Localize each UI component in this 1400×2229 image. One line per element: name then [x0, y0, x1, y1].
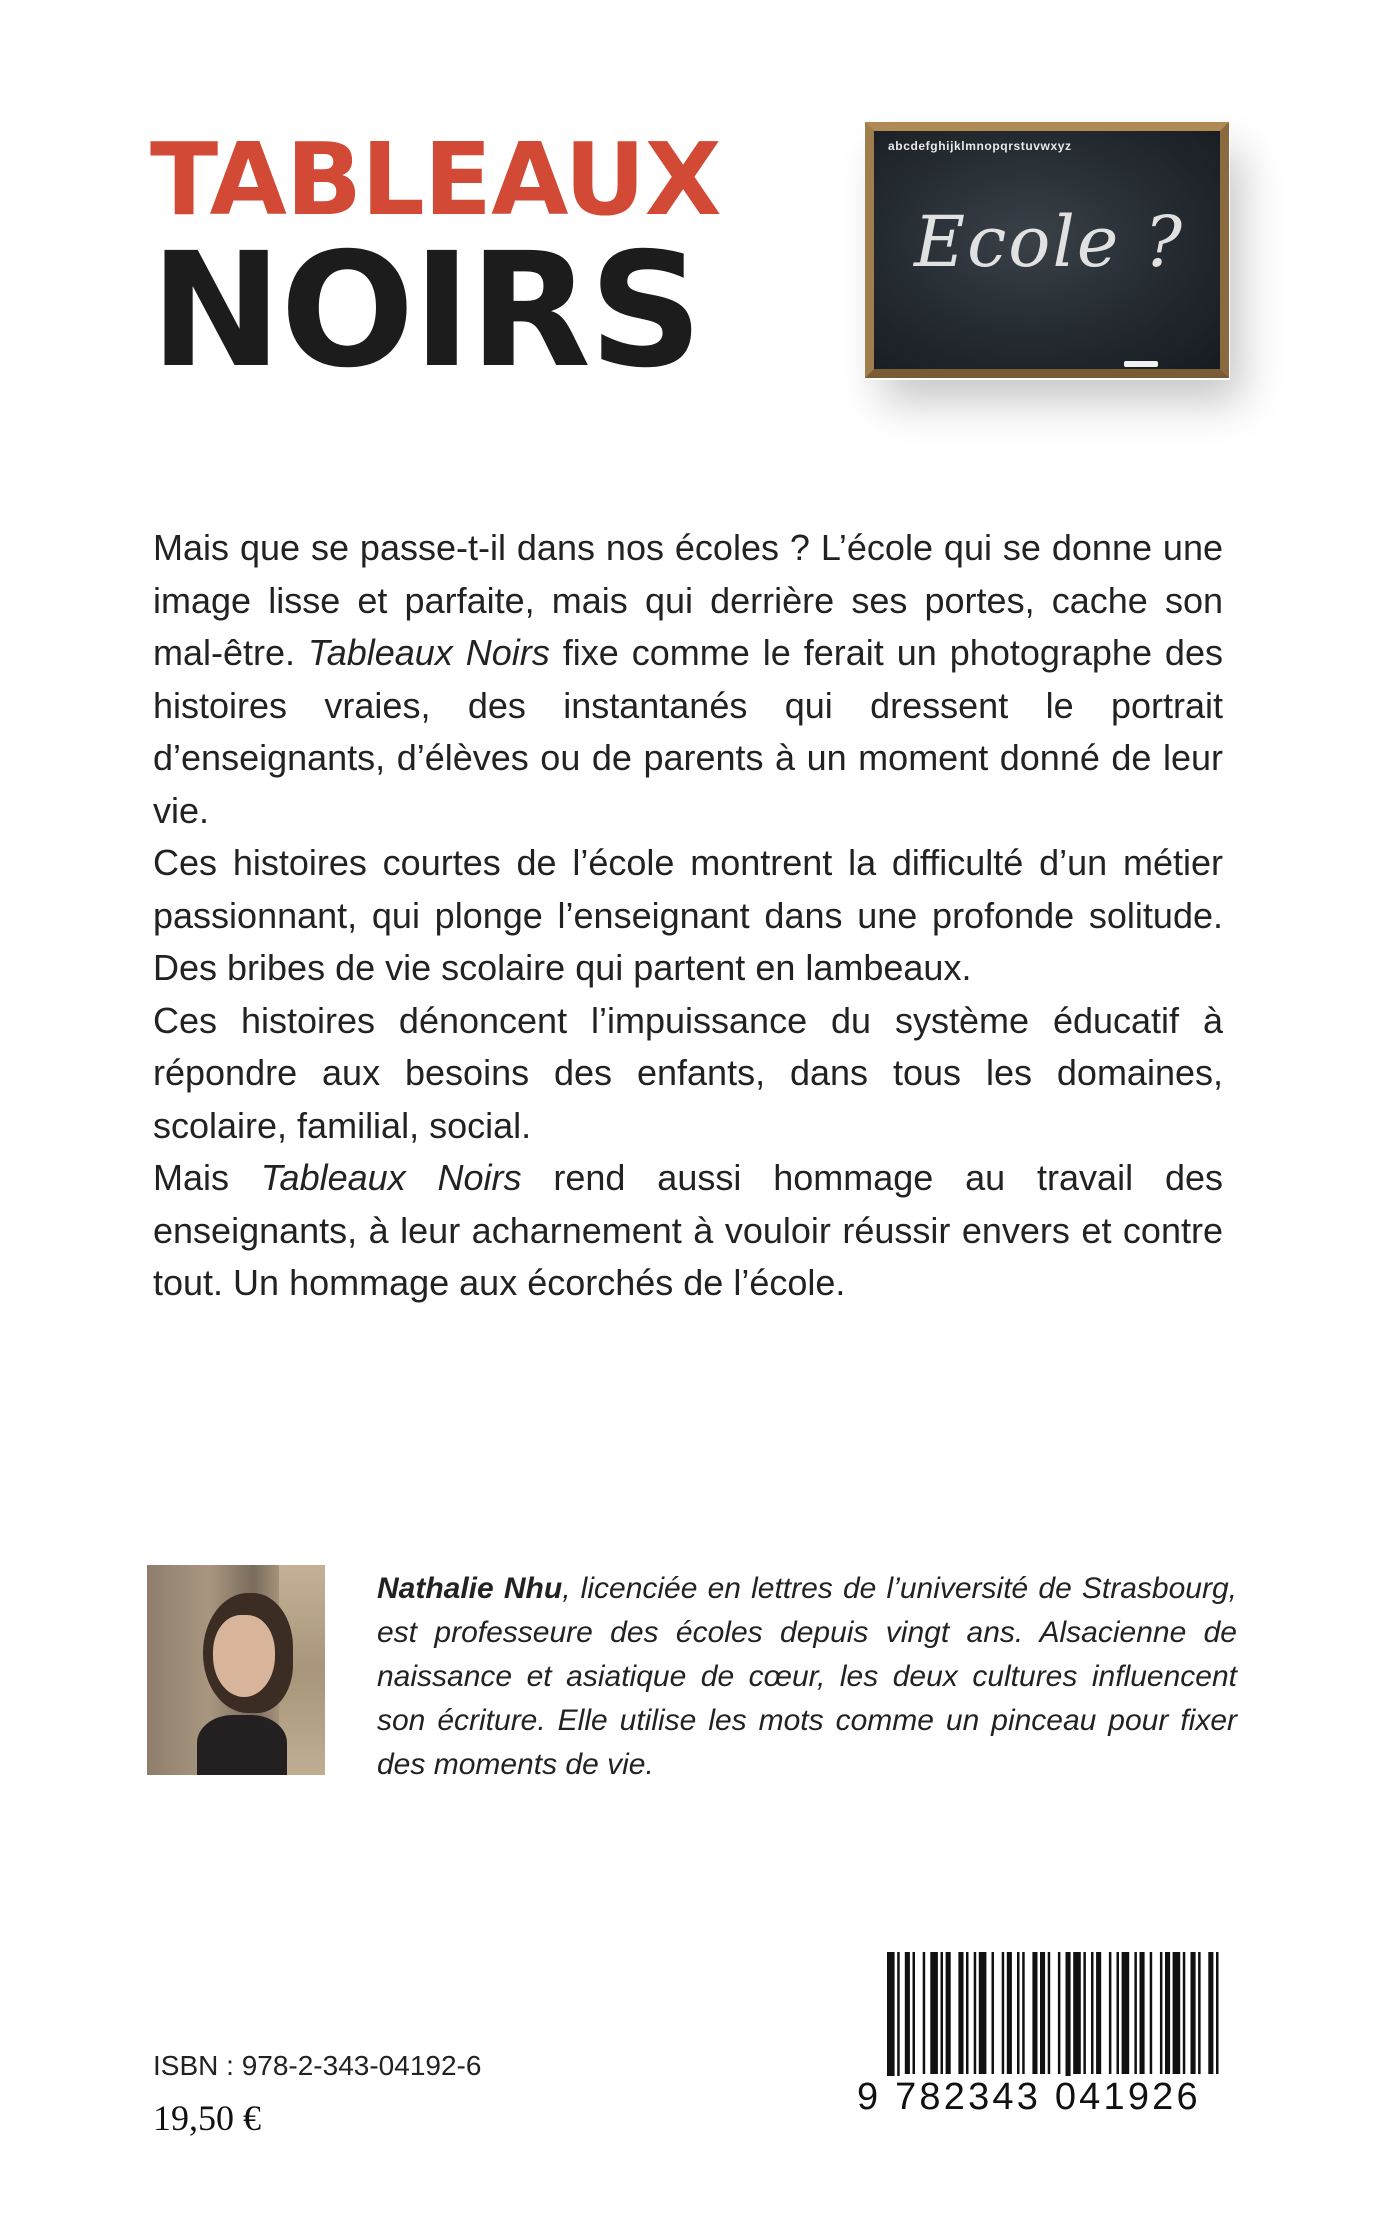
- barcode-bar: [1122, 1952, 1130, 2074]
- blurb-paragraph-3: Ces histoires dénoncent l’impuissance du système éducatif à répondre aux besoins des enfants, dans tous les domaines, scolaire, familial, social.: [153, 999, 1223, 1146]
- barcode-bars: [857, 1952, 1227, 2082]
- barcode-bar: [1058, 1952, 1061, 2074]
- barcode: [857, 1952, 1227, 2122]
- isbn-label: ISBN : 978-2-343-04192-6: [153, 2050, 482, 2081]
- blurb-p1-title: Tableaux Noirs: [308, 632, 550, 673]
- barcode-bar: [905, 1952, 910, 2074]
- author-name: Nathalie Nhu: [377, 1572, 563, 1605]
- chalk-piece: [1124, 361, 1158, 367]
- barcode-bar: [979, 1952, 987, 2074]
- barcode-bar: [1040, 1952, 1045, 2074]
- barcode-digits: [857, 2076, 1227, 2119]
- barcode-digits-text: 9 782343 041926: [857, 2076, 1201, 2118]
- photo-face: [213, 1615, 275, 1697]
- barcode-bar: [1022, 1952, 1024, 2074]
- barcode-bar: [1002, 1952, 1005, 2074]
- barcode-bar: [946, 1952, 951, 2074]
- barcode-bar: [1073, 1952, 1081, 2074]
- blackboard-alphabet: abcdefghijklmnopqrstuvwxyz: [888, 139, 1072, 153]
- barcode-bar: [1032, 1952, 1037, 2074]
- barcode-bar: [1134, 1952, 1137, 2074]
- photo-shirt: [197, 1715, 287, 1775]
- barcode-bar: [1083, 1952, 1086, 2074]
- barcode-bar: [1048, 1952, 1051, 2074]
- barcode-bar: [1165, 1952, 1170, 2074]
- barcode-bar: [1160, 1952, 1163, 2074]
- barcode-bar: [1208, 1952, 1213, 2074]
- blackboard-image: [865, 122, 1229, 378]
- barcode-bar: [1066, 1952, 1071, 2082]
- barcode-bar: [1017, 1952, 1020, 2074]
- author-bio-text: , licenciée en lettres de l’université de Strasbourg, est professeure des écoles depuis vingt ans. Alsacienne de naissance et asiatique de cœur, les deux cultures influencent son écriture. Elle utilise les mots comme un pinceau pour fixer des moments de vie.: [377, 1572, 1237, 1781]
- barcode-bar: [966, 1952, 969, 2074]
- barcode-bar: [1117, 1952, 1120, 2074]
- author-bio: [377, 1567, 1237, 1787]
- blurb-paragraph-4: [153, 1152, 1223, 1310]
- back-cover-blurb: [153, 522, 1223, 1310]
- barcode-bar: [1216, 1952, 1219, 2074]
- barcode-bar: [992, 1952, 995, 2074]
- barcode-bar: [1007, 1952, 1012, 2074]
- barcode-bar: [958, 1952, 963, 2074]
- blurb-paragraph-2: Ces histoires courtes de l’école montrent la difficulté d’un métier passionnant, qui plonge l’enseignant dans une profonde solitude. Des bribes de vie scolaire qui partent en lambeaux.: [153, 842, 1223, 988]
- book-title: [150, 121, 721, 403]
- price-label: 19,50 €: [153, 2098, 261, 2138]
- barcode-bar: [1096, 1952, 1101, 2074]
- barcode-bar: [897, 1952, 900, 2082]
- barcode-bar: [913, 1952, 916, 2074]
- barcode-bar: [1140, 1952, 1145, 2074]
- barcode-bar: [1150, 1952, 1153, 2074]
- blackboard-word: Ecole ?: [914, 201, 1185, 283]
- barcode-bar: [1183, 1952, 1186, 2074]
- blurb-paragraph-1: [153, 522, 1223, 837]
- barcode-bar: [887, 1952, 895, 2082]
- title-line-2: NOIRS: [150, 219, 701, 403]
- barcode-bar: [974, 1952, 977, 2074]
- blurb-p1-text-2: fixe comme le ferait un photographe des histoires vraies, des instantanés qui dressent le portrait d’enseignants, d’élèves ou de parents à un moment donné de leur vie.: [153, 632, 1223, 831]
- blurb-p4-title: Tableaux Noirs: [260, 1157, 522, 1198]
- barcode-bar: [1198, 1952, 1201, 2074]
- blurb-p4-text-1: Mais: [153, 1157, 261, 1198]
- barcode-bar: [1173, 1952, 1181, 2074]
- barcode-bar: [923, 1952, 926, 2074]
- blurb-p1-text-1: Mais que se passe-t-il dans nos écoles ? L’école qui se donne une image lisse et parfaite, mais qui derrière ses portes, cache son mal-être.: [153, 527, 1223, 673]
- barcode-bar: [930, 1952, 938, 2074]
- barcode-bar: [941, 1952, 944, 2074]
- barcode-bar: [1091, 1952, 1094, 2074]
- barcode-bar: [1109, 1952, 1112, 2074]
- barcode-bar: [1191, 1952, 1196, 2074]
- author-photo: [147, 1565, 325, 1775]
- blurb-p4-text-2: rend aussi hommage au travail des enseignants, à leur acharnement à vouloir réussir envers et contre tout. Un hommage aux écorchés de l’école.: [153, 1157, 1223, 1303]
- title-line-1: TABLEAUX: [150, 121, 721, 238]
